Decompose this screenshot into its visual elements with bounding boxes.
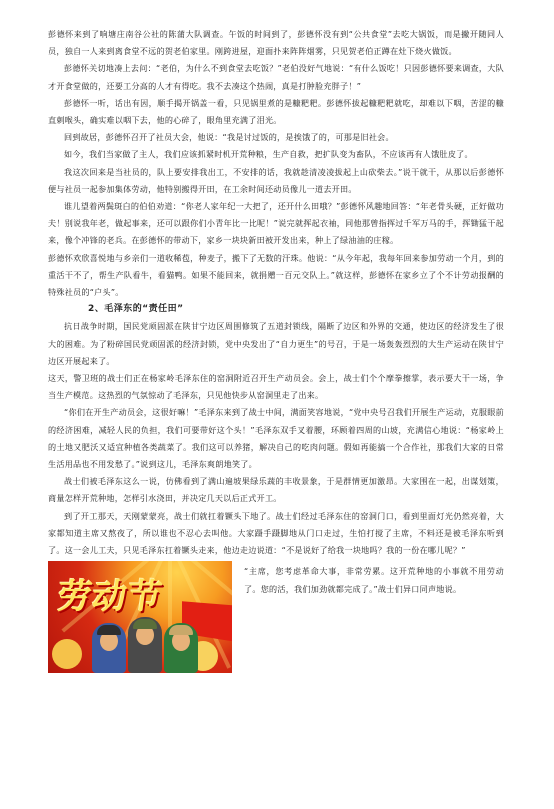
section-heading: 2、毛泽东的“责任田” — [88, 304, 184, 315]
paragraph: 战士们被毛泽东这么一说，仿佛看到了满山遍坡果绿乐蔬的丰收景象，于是群情更加激昂。大家围在一起，出谋划策，商量怎样开荒种地，怎样引水浇田，并决定几天以后正式开工。 — [48, 476, 504, 504]
worker-figure-icon — [92, 623, 126, 673]
poster-title: 劳动节 — [54, 577, 166, 618]
body-text-part1 — [48, 26, 504, 301]
worker-figure-icon — [128, 617, 162, 673]
paragraph: 到了开工那天，天刚蒙蒙亮，战士们就扛着镢头下地了。战士们经过毛泽东住的窑洞门口，看到里面灯光仍然亮着，大家都知道主席又熬夜了，所以谁也不忍心去叫他。大家蹑手蹑脚地从门口走过，生怕打搅了主席，不料还是被毛泽东听到了。这一会儿工夫，只见毛泽东扛着镢头走来，他边走边说道：“不是说好了给我一块地吗？我的一份在哪儿呢？” — [48, 510, 504, 556]
paragraph: 彭德怀来到了响塘庄南谷公社的陈蒲大队调查。午饭的时间到了，彭德怀没有到“公共食堂”去吃大锅饭，而是撇开随同人员，独自一人来到离食堂不远的贺老伯家里。刚跨进屋，迎面扑来阵阵烟雾，只见贺老伯正蹲在灶下烧火做饭。 — [48, 29, 504, 57]
labor-day-poster-image — [48, 561, 232, 673]
worker-figure-icon — [164, 623, 198, 673]
body-text-part2 — [48, 318, 504, 559]
paragraph: 彭德怀欢欣喜悦地与乡亲们一道收稀苞，种麦子，搬下了无数的汗珠。他说：“从今年起，我每年回来参加劳动一个月，到的重活干不了，帮生产队看牛，看猫鸭。如果不能回来，就捐赠一百元交队上。”就这样，彭德怀在家乡立了个不计劳动报酬的特殊社员的“户头”。 — [48, 252, 504, 298]
paragraph: “你们在开生产动员会，这很好嘛！”毛泽东来到了战士中间，满面笑容地说，“党中央号召我们开展生产运动，克服眼前的经济困难，减轻人民的负担，我们可要带好这个头！”毛泽东双手叉着腰，环顾着四周的山坡，充满信心地说：“杨家岭上的土地又肥沃又适宜种植各类蔬菜了。我们这可以养猪，解决自己的吃肉问题。假如再能搞一个合作社，那我们大家的日常生活用品也不用发愁了。”说到这儿，毛泽东爽朗地笑了。 — [48, 407, 504, 470]
paragraph: 这天，警卫班的战士们正在杨家岭毛泽东住的窑洞附近召开生产动员会。会上，战士们个个摩拳擦掌，表示要大干一场，争当生产模范。这热烈的气氛惊动了毛泽东，只见他快步从窑洞里走了出来。 — [48, 373, 504, 401]
paragraph: 回到故居，彭德怀召开了社员大会，他说：“我是讨过饭的，是挨饿了的，可那是旧社会。 — [64, 132, 394, 143]
paragraph: “主席，您考虑革命大事，非常劳累。这开荒种地的小事就不用劳动了。您的活，我们加劲就都完成了。”战士们异口同声地说。 — [244, 566, 504, 594]
paragraph: 谁儿望着两鬓斑白的伯伯劝道：“你老人家年纪一大把了，还开什么田哦？”彭德怀风趣地回答：“年老骨头硬，正好做功夫！别说我年老，做起事来，还可以跟你们小青年比一比呢！”说完就挥起衣袖，同他那曾指挥过千军万马的手，挥锄猛干起来，像个冲锋的老兵。在彭德怀的带动下，家乡一块块新田被开发出来，种上了绿油油的庄稼。 — [48, 201, 504, 246]
paragraph: 我这次回来是当社员的，队上要安排我出工，不安排的话，我就趁清凌凌拔起上山砍柴去。”说干就干，从那以后彭德怀便与社员一起参加集体劳动，他特别搬得开田，在工余时间还动员像儿一道去开田。 — [48, 166, 504, 194]
paragraph: 彭德怀一听，话出有因，顺手揭开锅盖一看，只见锅里煮的是糠粑粑。彭德怀拔起糠粑粑就吃，却难以下咽，苦涩的糠直刺喉头，确实难以咽下去，他的心碎了，眼角里充满了泪光。 — [48, 97, 504, 126]
side-text — [232, 561, 504, 673]
paragraph: 彭德怀关切地凑上去问：“老伯，为什么不到食堂去吃饭？”老伯没好气地说：“有什么饭吃！只因彭德怀要来调查，大队才开食堂做的，还要工分高的人才有得吃。我不去凑这个热闹，真是打肿脸充胖子！” — [48, 63, 504, 91]
bottom-row — [48, 561, 504, 673]
paragraph: 如今，我们当家做了主人，我们应该抓紧时机开荒种粮，生产自救，把扩队变为畜队，不应该再有人饿肚皮了。 — [64, 149, 473, 160]
flower-icon — [52, 639, 82, 669]
paragraph: 抗日战争时期，国民党顽固派在陕甘宁边区周围修筑了五道封锁线，隔断了边区和外界的交通，使边区的经济发生了很大的困难。为了粉碎国民党顽固派的经济封锁，党中央发出了“自力更生”的号召，于是一场轰轰烈烈的大生产运动在陕甘宁边区开展起来了。 — [48, 321, 504, 366]
